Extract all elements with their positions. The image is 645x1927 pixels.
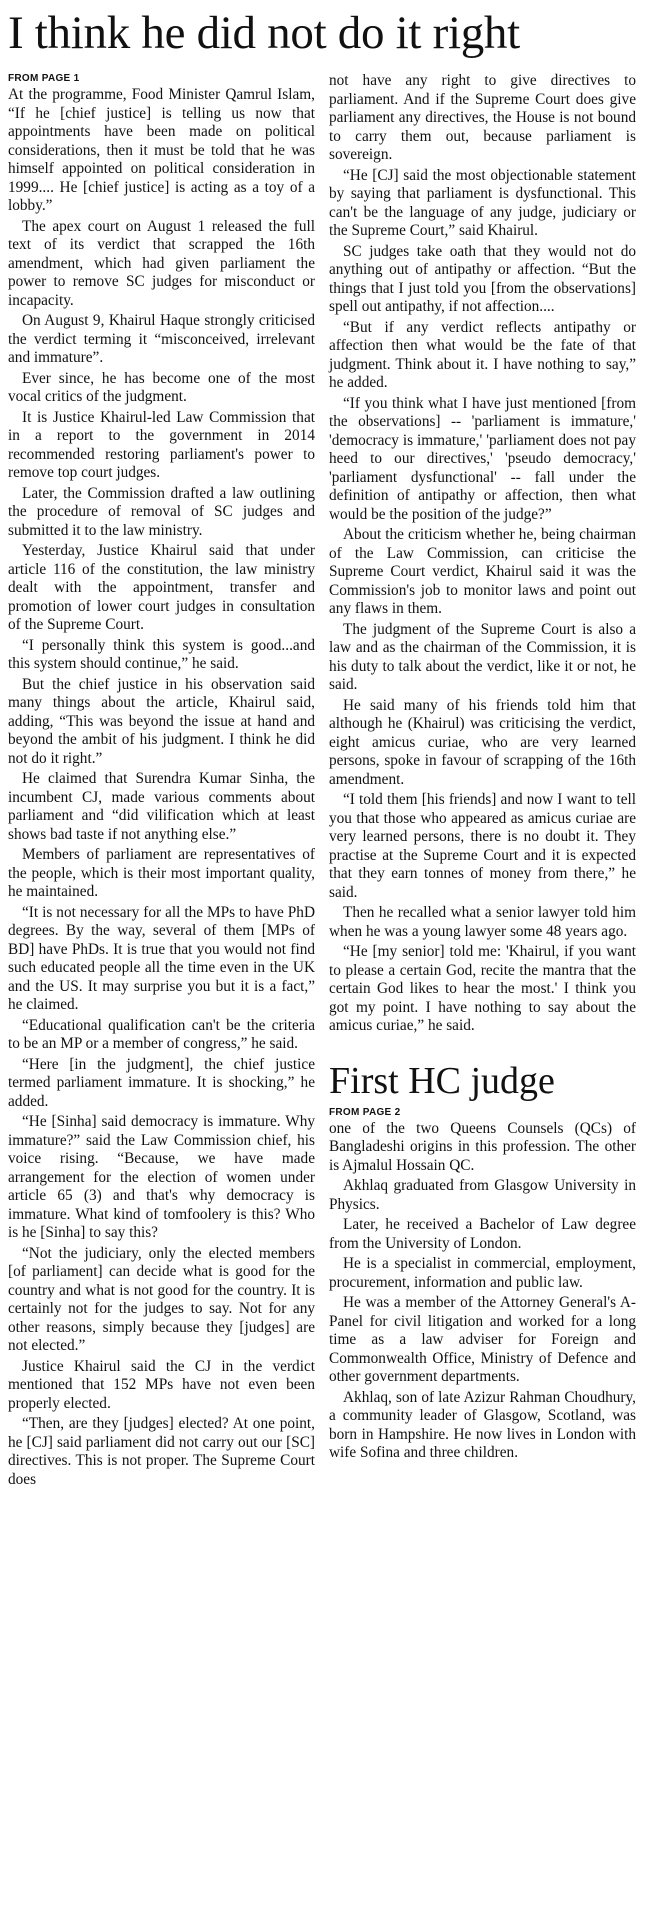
column-left (8, 72, 315, 1491)
article-body-continued (329, 72, 636, 1036)
paragraph: Akhlaq graduated from Glasgow University in Physics. (329, 1177, 636, 1213)
headline: I think he did not do it right (8, 7, 520, 59)
paragraph: Yesterday, Justice Khairul said that under article 116 of the constitution, the law ministry dealt with the appointment, transfer and promotion of lower court judges in consultation of the Supreme Court. (8, 542, 315, 633)
paragraph: At the programme, Food Minister Qamrul Islam, “If he [chief justice] is telling us now that appointments have been made on political considerations, then it must be told that he was himself appointed on political consideration in 1999.... He [chief justice] is acting as a toy of a lobby.” (8, 86, 315, 214)
paragraph: Justice Khairul said the CJ in the verdict mentioned that 152 MPs have not even been properly elected. (8, 1357, 315, 1412)
paragraph: “I personally think this system is good...and this system should continue,” he said. (8, 636, 315, 672)
paragraph: He said many of his friends told him that although he (Khairul) was criticising the verdict, eight amicus curiae, who are very learned persons, spoke in favour of scrapping of the 16th amendment. (329, 696, 636, 788)
paragraph: Later, he received a Bachelor of Law degree from the University of London. (329, 1216, 636, 1252)
paragraph: “He [Sinha] said democracy is immature. Why immature?” said the Law Commission chief, his voice rising. “Because, we have made arrangement for the election of women under article 65 (3) and that's why democracy is immature. What kind of tomfoolery is this? Who is he [Sinha] to say this? (8, 1113, 315, 1241)
paragraph: “It is not necessary for all the MPs to have PhD degrees. By the way, several of them [MPs of BD] have PhDs. It is true that you would not find such educated people all the time even in the UK and the US. It may surprise you but it is a fact,” he claimed. (8, 903, 315, 1013)
paragraph: It is Justice Khairul-led Law Commission that in a report to the government in 2014 recommended restoring parliament's power to remove top court judges. (8, 408, 315, 481)
article-body (8, 86, 315, 1489)
paragraph: “Here [in the judgment], the chief justice termed parliament immature. It is shocking,” he added. (8, 1055, 315, 1110)
paragraph: Later, the Commission drafted a law outlining the procedure of removal of SC judges and submitted it to the law ministry. (8, 484, 315, 539)
paragraph: The apex court on August 1 released the full text of its verdict that scrapped the 16th amendment, which had given parliament the power to remove SC judges for misconduct or incapacity. (8, 217, 315, 309)
paragraph: “I told them [his friends] and now I want to tell you that those who appeared as amicus curiae are very learned persons, there is no doubt it. They practise at the Supreme Court and it is expected that they earn tonnes of money from there,” he said. (329, 791, 636, 901)
paragraph: SC judges take oath that they would not do anything out of antipathy or affection. “But the things that I just told you [from the observations] spell out antipathy, if not affection.... (329, 242, 636, 315)
paragraph: “Not the judiciary, only the elected members [of parliament] can decide what is good for the country and what is not good for the country. It is certainly not for the judges to say. Not for any other reasons, simply because they [judges] are not elected.” (8, 1244, 315, 1354)
paragraph: “But if any verdict reflects antipathy or affection then what would be the fate of that judgment. Think about it. I have nothing to say,” he added. (329, 318, 636, 391)
jump-line: FROM PAGE 1 (8, 73, 80, 84)
paragraph: The judgment of the Supreme Court is also a law and as the chairman of the Commission, it is his duty to talk about the verdict, like it or not, he said. (329, 620, 636, 693)
paragraph: one of the two Queens Counsels (QCs) of Bangladeshi origins in this profession. The other is Ajmalul Hossain QC. (329, 1119, 636, 1174)
paragraph: Then he recalled what a senior lawyer told him when he was a young lawyer some 48 years ago. (329, 904, 636, 940)
paragraph: not have any right to give directives to parliament. And if the Supreme Court does give parliament any directives, the House is not bound to carry them out, because parliament is sovereign. (329, 72, 636, 163)
paragraph: He is a specialist in commercial, employment, procurement, information and public law. (329, 1255, 636, 1291)
second-article-title: First HC judge (329, 1059, 555, 1102)
paragraph: But the chief justice in his observation said many things about the article, Khairul said, adding, “This was beyond the issue at hand and beyond the ambit of his judgment. I think he did not do it right.” (8, 675, 315, 767)
paragraph: “If you think what I have just mentioned [from the observations] -- 'parliament is immature,' 'democracy is immature,' 'parliament does not pay heed to our directives,' 'pseudo democracy,' 'parliament dysfunctional' -- fall under the definition of antipathy or affection, then what would be the position of the judge?” (329, 394, 636, 523)
paragraph: “Educational qualification can't be the criteria to be an MP or a member of congress,” he said. (8, 1016, 315, 1052)
article-columns (8, 72, 637, 1491)
paragraph: He was a member of the Attorney General's A-Panel for civil litigation and worked for a long time as a law adviser for Foreign and Commonwealth Office, Ministry of Defence and other government departments. (329, 1294, 636, 1385)
second-article-jump-line: FROM PAGE 2 (329, 1106, 401, 1118)
paragraph: He claimed that Surendra Kumar Sinha, the incumbent CJ, made various comments about parliament and “did vilification which at least shows bad taste if not anything else.” (8, 770, 315, 843)
paragraph: About the criticism whether he, being chairman of the Law Commission, can criticise the Supreme Court verdict, Khairul said it was the Commission's job to monitor laws and point out any flaws in them. (329, 526, 636, 617)
paragraph: Members of parliament are representatives of the people, which is their most important quality, he maintained. (8, 846, 315, 900)
paragraph: Akhlaq, son of late Azizur Rahman Choudhury, a community leader of Glasgow, Scotland, was born in Hampshire. He now lives in London with wife Sofina and three children. (329, 1388, 636, 1461)
paragraph: On August 9, Khairul Haque strongly criticised the verdict terming it “misconceived, irrelevant and immature”. (8, 312, 315, 366)
paragraph: “He [my senior] told me: 'Khairul, if you want to please a certain God, recite the mantra that the certain God likes to hear the most.' I think you got my point. I have nothing to say about the amicus curiae,” he said. (329, 943, 636, 1034)
second-article-body (329, 1120, 636, 1463)
paragraph: “Then, are they [judges] elected? At one point, he [CJ] said parliament did not carry out our [SC] directives. This is not proper. The Supreme Court does (8, 1415, 315, 1488)
column-right (329, 72, 636, 1491)
paragraph: “He [CJ] said the most objectionable statement by saying that parliament is dysfunctional. This can't be the language of any judge, judiciary or the Supreme Court,” said Khairul. (329, 166, 636, 239)
paragraph: Ever since, he has become one of the most vocal critics of the judgment. (8, 369, 315, 405)
